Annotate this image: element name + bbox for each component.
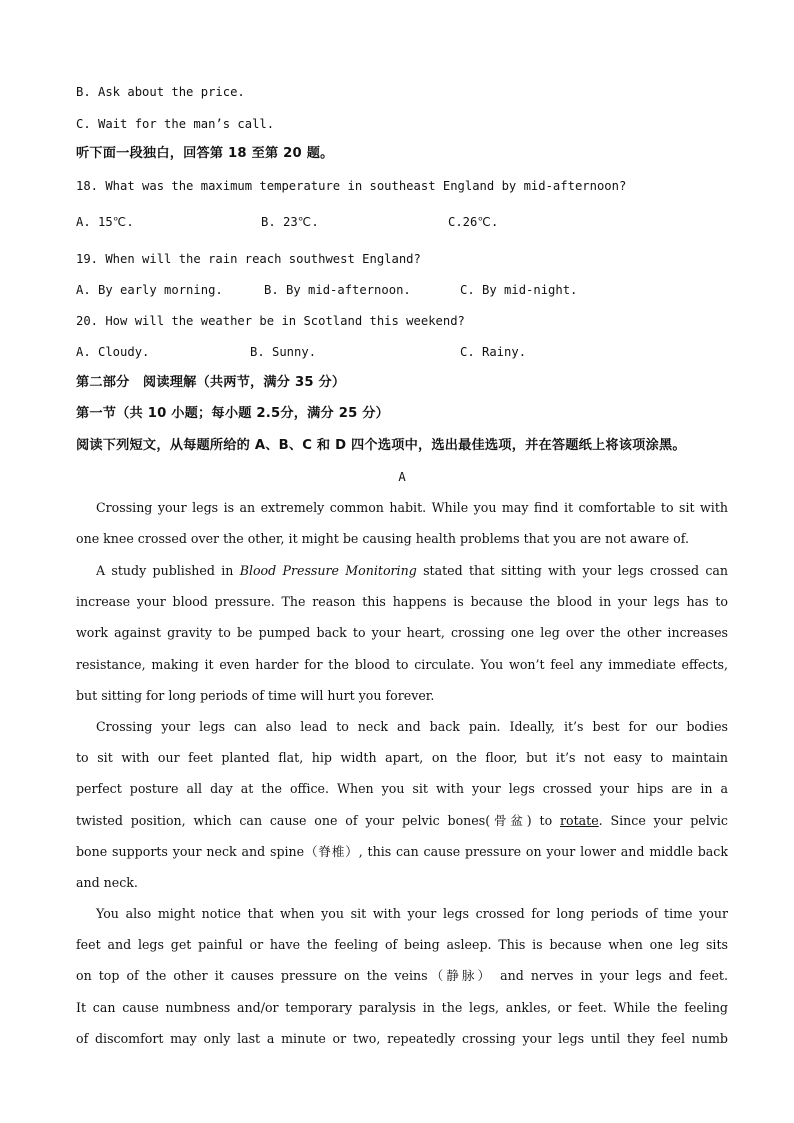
q17-option-b: B. Ask about the price.	[76, 85, 245, 99]
journal-title: Blood Pressure Monitoring	[239, 563, 417, 578]
paragraph-line: one knee crossed over the other, it might be causing health problems that you are not aware of.	[76, 531, 689, 547]
paragraph-line: twisted position, which can cause one of your pelvic bones(骨盆) to rotate. Since your pelvic	[76, 812, 728, 828]
paragraph-2	[76, 555, 728, 711]
paragraph-line: It can cause numbness and/or temporary paralysis in the legs, ankles, or feet. While the feeling	[76, 999, 728, 1015]
passage-label: A	[398, 470, 406, 484]
q20-question: 20. How will the weather be in Scotland this weekend?	[76, 314, 465, 328]
paragraph-line: A study published in Blood Pressure Monitoring stated that sitting with your legs crossed can	[96, 563, 728, 578]
paragraph-1	[76, 492, 728, 554]
underlined-word-rotate: rotate	[559, 812, 599, 828]
paragraph-4	[76, 898, 728, 1054]
paragraph-line: on top of the other it causes pressure on the veins（静脉） and nerves in your legs and feet.	[76, 968, 728, 984]
q19-option-b: B. By mid-afternoon.	[264, 283, 411, 297]
q19-option-c: C. By mid-night.	[460, 283, 578, 297]
reading-part-title: 第二部分 阅读理解（共两节，满分 35 分）	[76, 375, 346, 390]
paragraph-line: Crossing your legs is an extremely common habit. While you may find it comfortable to sit with	[96, 500, 728, 515]
reading-instruction: 阅读下列短文，从每题所给的 A、B、C 和 D 四个选项中，选出最佳选项，并在答题纸上将该项涂黑。	[76, 438, 686, 453]
paragraph-line: of discomfort may only last a minute or two, repeatedly crossing your legs until they feel numb	[76, 1030, 728, 1046]
paragraph-line: increase your blood pressure. The reason this happens is because the blood in your legs has to	[76, 594, 728, 610]
paragraph-line: Crossing your legs can also lead to neck and back pain. Ideally, it’s best for our bodies	[96, 719, 728, 734]
q18-option-c: C.26℃.	[448, 215, 499, 229]
listening-instruction: 听下面一段独白，回答第 18 至第 20 题。	[76, 146, 334, 161]
paragraph-line: bone supports your neck and spine（脊椎）, this can cause pressure on your lower and middle back	[76, 843, 728, 859]
paragraph-line: feet and legs get painful or have the feeling of being asleep. This is because when one leg sits	[76, 937, 728, 953]
paragraph-3	[76, 711, 728, 898]
reading-section-title: 第一节（共 10 小题；每小题 2.5分，满分 25 分）	[76, 406, 390, 421]
paragraph-line: You also might notice that when you sit with your legs crossed for long periods of time your	[96, 906, 728, 921]
q20-option-c: C. Rainy.	[460, 345, 527, 359]
q19-option-a: A. By early morning.	[76, 283, 223, 297]
q19-question: 19. When will the rain reach southwest England?	[76, 252, 421, 266]
q18-question: 18. What was the maximum temperature in southeast England by mid-afternoon?	[76, 179, 627, 193]
paragraph-line: perfect posture all day at the office. When you sit with your legs crossed your hips are in a	[76, 781, 728, 797]
paragraph-line: work against gravity to be pumped back to your heart, crossing one leg over the other increases	[76, 625, 728, 641]
paragraph-line: but sitting for long periods of time will hurt you forever.	[76, 687, 435, 703]
paragraph-line: to sit with our feet planted flat, hip width apart, on the floor, but it’s not easy to maintain	[76, 750, 728, 766]
q18-option-a: A. 15℃.	[76, 215, 134, 229]
paragraph-line: and neck.	[76, 874, 138, 890]
q18-option-b: B. 23℃.	[261, 215, 319, 229]
paragraph-line: resistance, making it even harder for the blood to circulate. You won’t feel any immediate effects,	[76, 656, 728, 672]
q17-option-c: C. Wait for the man’s call.	[76, 117, 275, 131]
q20-option-a: A. Cloudy.	[76, 345, 150, 359]
q20-option-b: B. Sunny.	[250, 345, 317, 359]
